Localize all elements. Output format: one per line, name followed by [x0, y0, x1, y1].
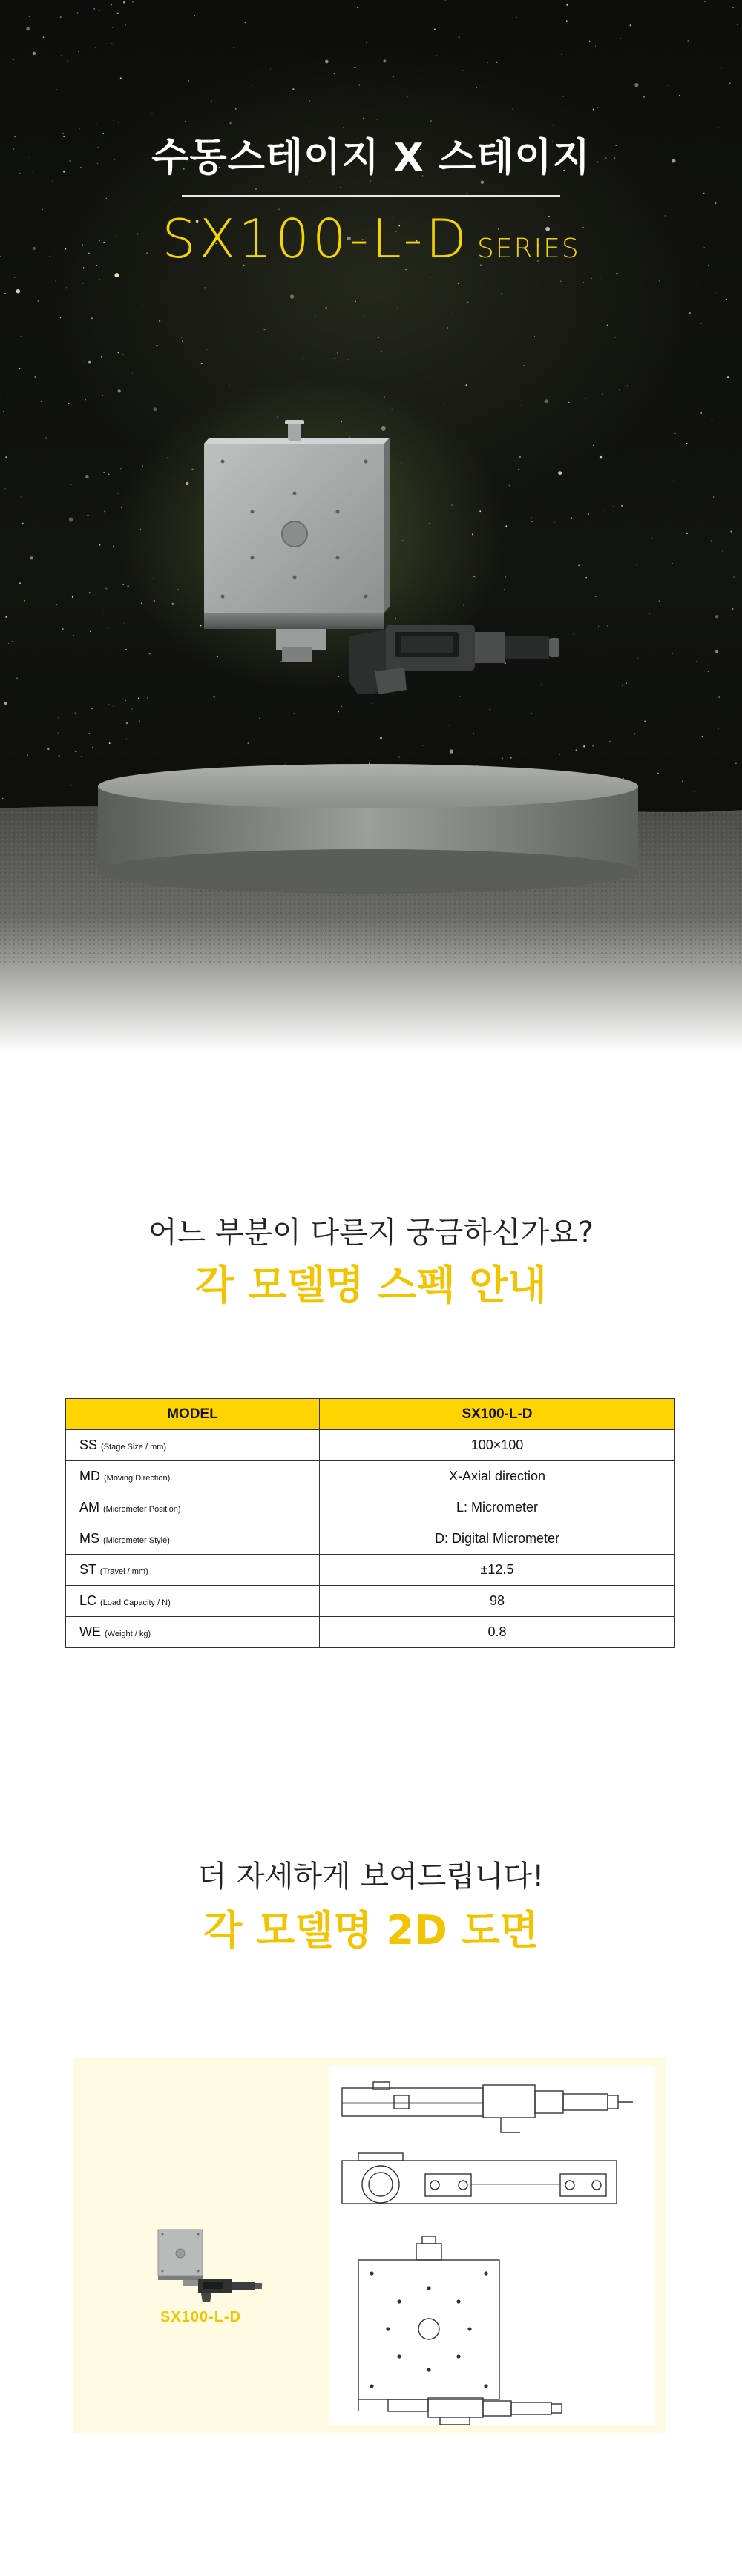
drawing-sheet: [329, 2066, 655, 2425]
spec-question: 어느 부분이 다른지 궁금하신가요?: [148, 1216, 594, 1250]
table-row: [66, 1461, 675, 1492]
spec-heading: 각 모델명 스펙 안내: [195, 1262, 547, 1308]
spec-code: ST: [79, 1562, 96, 1577]
spec-desc: (Stage Size / mm): [101, 1443, 167, 1452]
hero-series-label: SERIES: [476, 234, 580, 264]
spec-table: [65, 1398, 675, 1648]
drawing-panel: [73, 2058, 666, 2433]
table-row: [66, 1555, 675, 1586]
spec-row-label: [66, 1492, 320, 1523]
spec-code: AM: [79, 1500, 99, 1515]
spec-value: 100×100: [320, 1430, 675, 1461]
hero-title: 수동스테이지 X 스테이지: [151, 136, 591, 180]
spec-desc: (Micrometer Position): [103, 1505, 181, 1514]
spec-value: L: Micrometer: [320, 1492, 675, 1523]
table-row: [66, 1586, 675, 1617]
spec-row-label: [66, 1555, 320, 1586]
table-row: [66, 1523, 675, 1555]
technical-drawing: [329, 2066, 655, 2425]
drawing-question: 더 자세하게 보여드립니다!: [197, 1859, 545, 1894]
spec-desc: (Micrometer Style): [103, 1536, 170, 1545]
table-row: [66, 1617, 675, 1648]
spec-value: ±12.5: [320, 1555, 675, 1586]
spec-value: 98: [320, 1586, 675, 1617]
spec-desc: (Travel / mm): [99, 1567, 148, 1576]
spec-row-label: [66, 1586, 320, 1617]
hero-banner: [0, 0, 742, 1053]
spec-row-label: [66, 1461, 320, 1492]
spec-code: MD: [79, 1469, 100, 1483]
hero-model-name: SX100-L-D: [162, 208, 470, 270]
hero-product-render: [0, 0, 742, 1053]
spec-code: SS: [79, 1437, 98, 1452]
spec-value: X-Axial direction: [320, 1461, 675, 1492]
spec-desc: (Weight / kg): [105, 1630, 151, 1638]
product-thumbnail: [151, 2225, 269, 2307]
spec-value: D: Digital Micrometer: [320, 1523, 675, 1555]
spec-value: 0.8: [320, 1617, 675, 1648]
spec-row-label: [66, 1523, 320, 1555]
drawing-heading: 각 모델명 2D 도면: [203, 1907, 539, 1954]
spec-code: WE: [79, 1624, 101, 1639]
spec-header-label: MODEL: [66, 1399, 320, 1430]
spec-desc: (Load Capacity / N): [100, 1598, 171, 1607]
spec-row-label: [66, 1430, 320, 1461]
spec-desc: (Moving Direction): [104, 1474, 171, 1483]
thumbnail-label: SX100-L-D: [160, 2309, 242, 2325]
spec-table-header-row: [66, 1399, 675, 1430]
spec-code: LC: [79, 1593, 97, 1608]
spec-row-label: [66, 1617, 320, 1648]
table-row: [66, 1492, 675, 1523]
spec-code: MS: [79, 1531, 99, 1546]
table-row: [66, 1430, 675, 1461]
spec-header-model: SX100-L-D: [320, 1399, 675, 1430]
